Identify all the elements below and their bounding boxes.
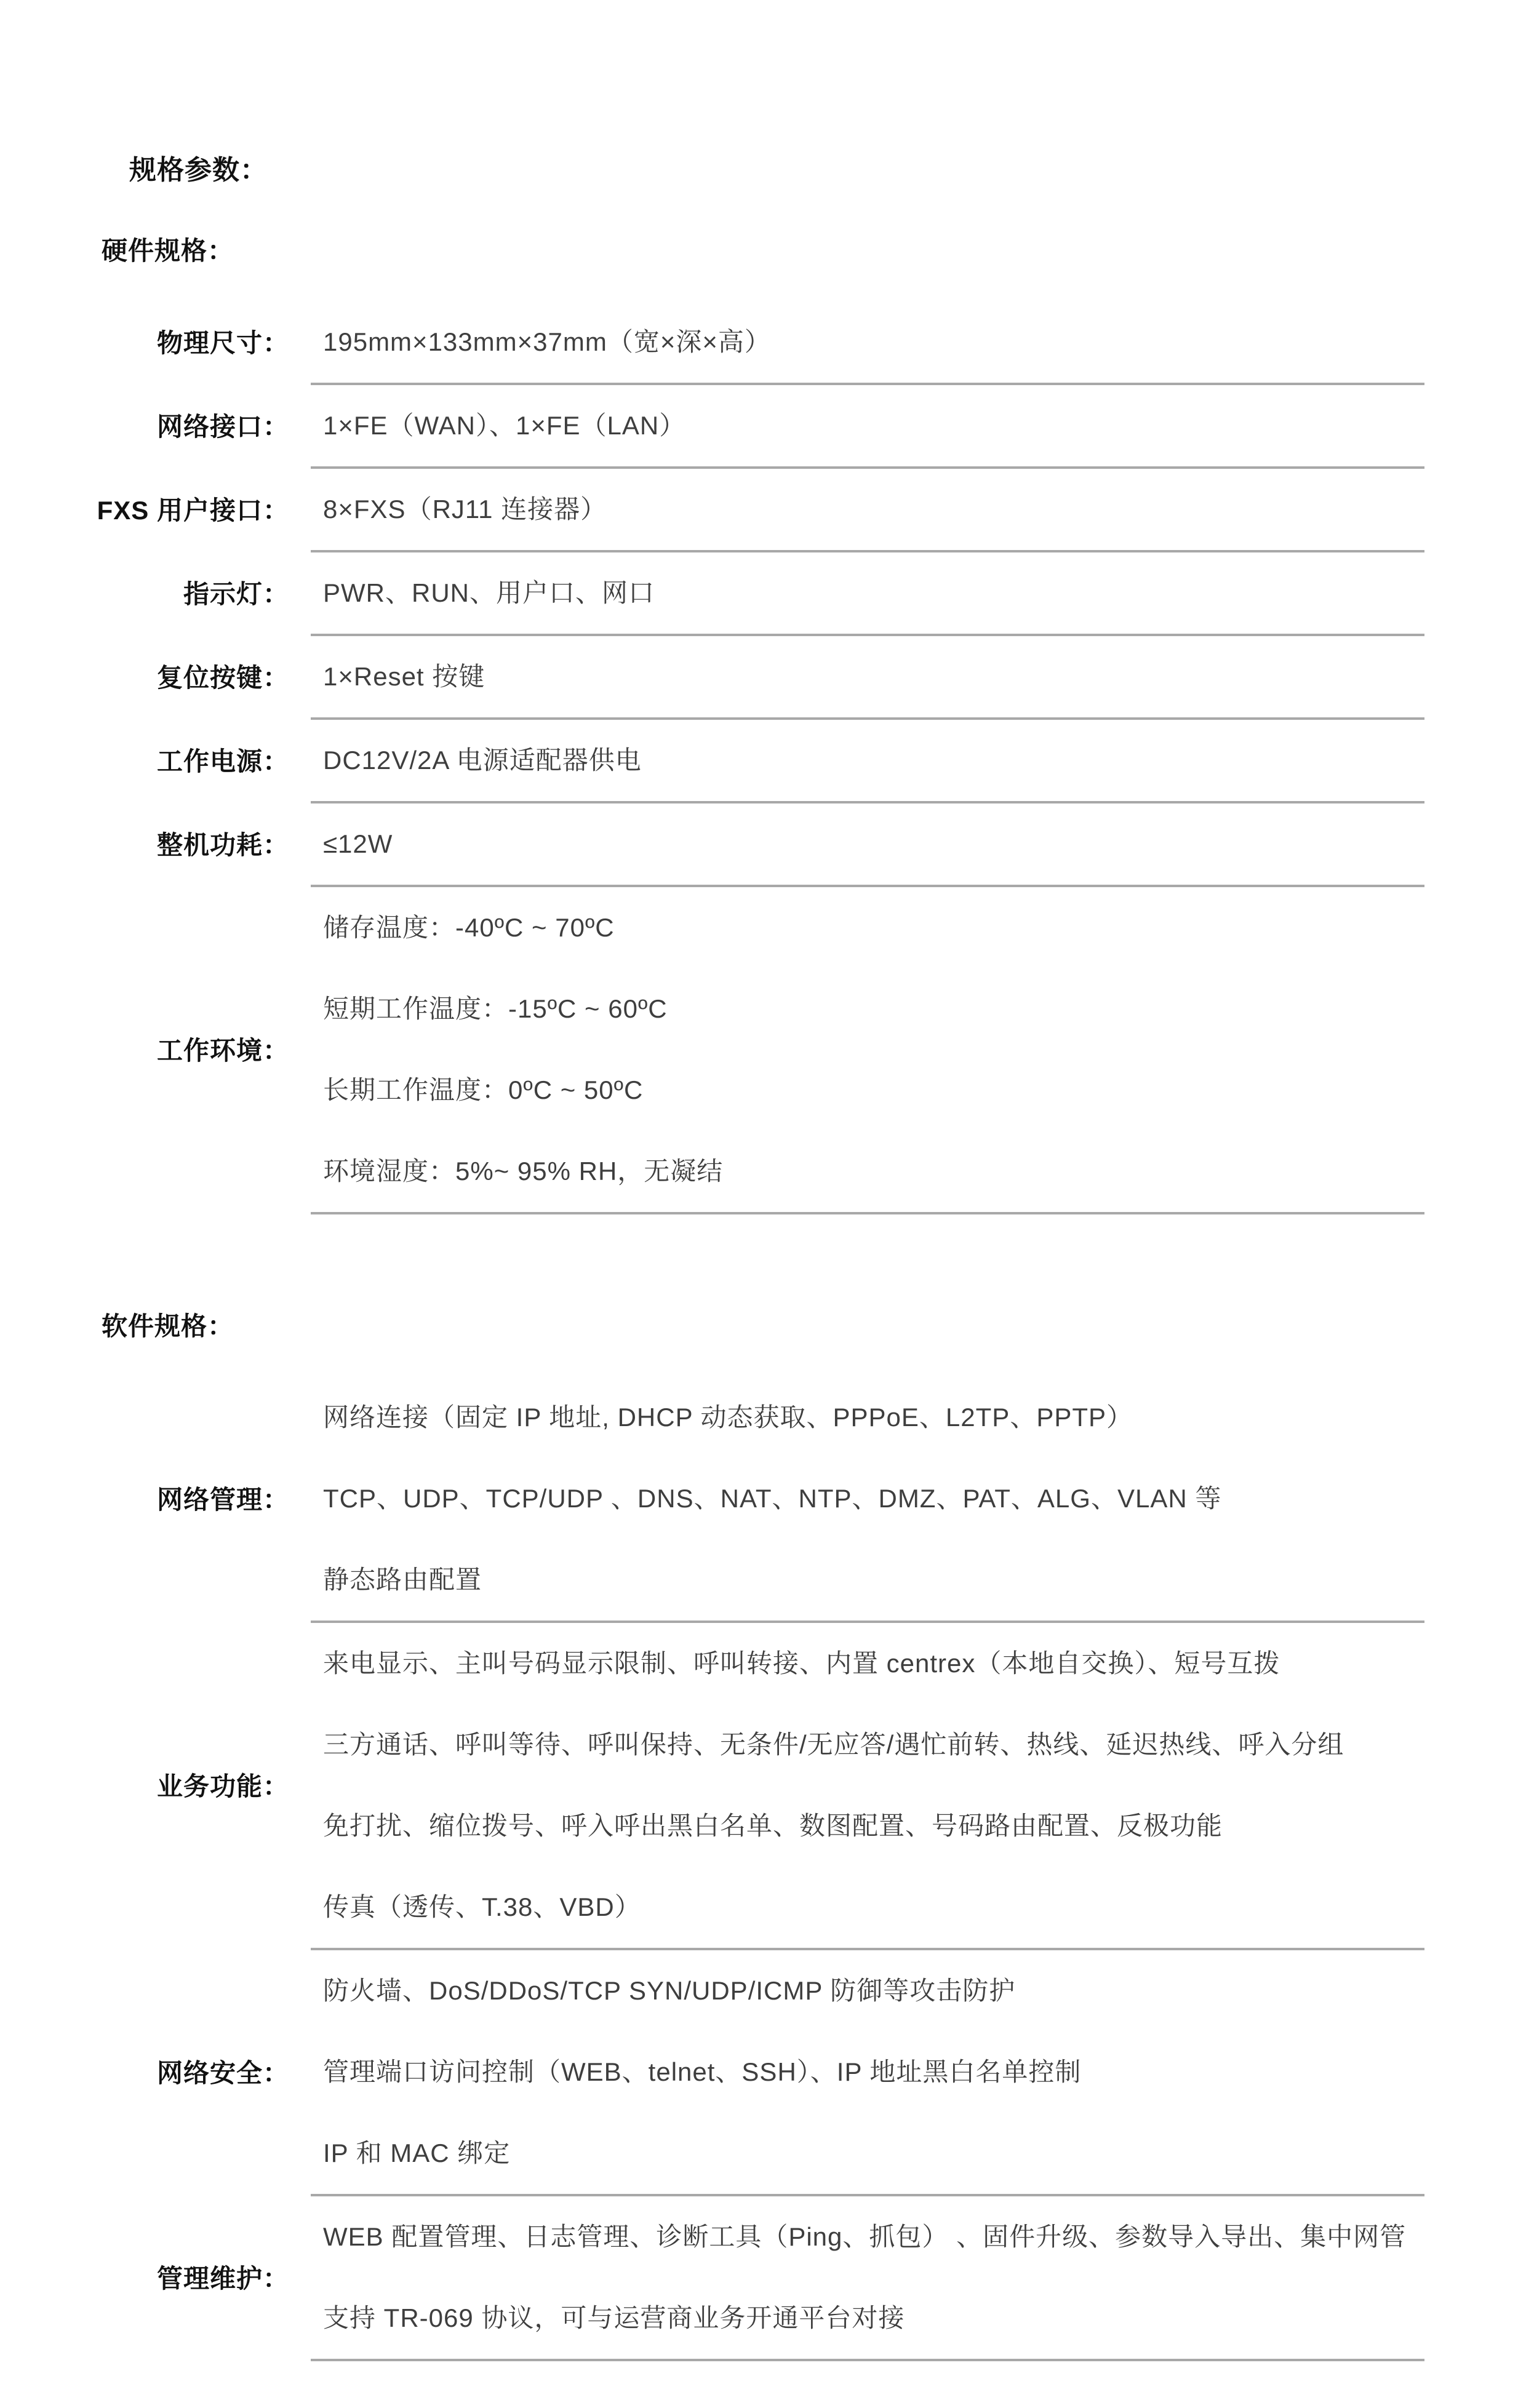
spec-value-line: DC12V/2A 电源适配器供电 [323,746,642,775]
spec-row-value [311,385,1424,469]
spec-row-value [311,720,1424,803]
spec-section [0,1313,1526,2361]
spec-row-label: 业务功能： [156,1772,289,1801]
spec-row-value [311,469,1424,552]
spec-value-line: IP 和 MAC 绑定 [323,2139,511,2167]
spec-sections [0,237,1526,2361]
page-title: 规格参数： [129,155,268,185]
spec-row [0,720,1526,803]
spec-value-line: 支持 TR-069 协议，可与运营商业务开通平台对接 [323,2303,905,2332]
spec-row [0,2196,1526,2361]
spec-row-label: 工作电源： [156,747,289,776]
spec-row [0,1377,1526,1623]
spec-value-line: 8×FXS（RJ11 连接器） [323,495,607,524]
spec-value-line: 储存温度：-40ºC ~ 70ºC [323,913,615,942]
spec-row-label: 复位按键： [156,663,289,692]
spec-value-line: 防火墙、DoS/DDoS/TCP SYN/UDP/ICMP 防御等攻击防护 [323,1976,1016,2005]
spec-row-value [311,1950,1424,2196]
spec-row-label: 管理维护： [156,2264,289,2293]
spec-row-value [311,552,1424,636]
spec-value-line: WEB 配置管理、日志管理、诊断工具（Ping、抓包） 、固件升级、参数导入导出、集中网管 [323,2222,1407,2251]
spec-row-label: 网络安全： [156,2059,289,2087]
spec-row-label: 整机功耗： [156,831,289,859]
spec-value-line: 来电显示、主叫号码显示限制、呼叫转接、内置 centrex（本地自交换）、短号互拨 [323,1649,1280,1678]
section-heading: 硬件规格： [102,236,234,265]
spec-row [0,887,1526,1214]
spec-value-line: 管理端口访问控制（WEB、telnet、SSH）、IP 地址黑白名单控制 [323,2057,1082,2086]
spec-value-line: PWR、RUN、用户口、网口 [323,578,655,607]
spec-value-line: 短期工作温度：-15ºC ~ 60ºC [323,994,668,1023]
spec-row [0,301,1526,385]
spec-value-line: 195mm×133mm×37mm（宽×深×高） [323,327,771,356]
spec-row-label: FXS 用户接口： [97,496,289,525]
spec-row-label: 网络接口： [156,412,289,441]
spec-row [0,1623,1526,1950]
spec-section [0,237,1526,1214]
spec-row-label: 指示灯： [183,580,289,608]
spec-row-value [311,636,1424,720]
spec-row-value [311,803,1424,887]
spec-value-line: 1×FE（WAN）、1×FE（LAN） [323,411,686,440]
spec-row-value [311,2196,1424,2361]
spec-value-line: 1×Reset 按键 [323,662,485,691]
spec-value-line: TCP、UDP、TCP/UDP 、DNS、NAT、NTP、DMZ、PAT、ALG、VLAN 等 [323,1484,1222,1513]
spec-row-value [311,1377,1424,1623]
spec-row [0,636,1526,720]
spec-row-value [311,1623,1424,1950]
spec-row [0,385,1526,469]
spec-row-label: 物理尺寸： [156,329,289,357]
spec-value-line: 环境湿度：5%~ 95% RH，无凝结 [323,1157,724,1186]
spec-value-line: 传真（透传、T.38、VBD） [323,1892,641,1921]
spec-row-value [311,887,1424,1214]
spec-value-line: 网络连接（固定 IP 地址, DHCP 动态获取、PPPoE、L2TP、PPTP） [323,1403,1133,1432]
spec-value-line: 长期工作温度：0ºC ~ 50ºC [323,1075,644,1104]
spec-value-line: ≤12W [323,829,393,858]
spec-row [0,469,1526,552]
section-rows [0,1377,1526,2361]
section-rows [0,301,1526,1214]
spec-row [0,1950,1526,2196]
spec-row-label: 网络管理： [156,1485,289,1514]
spec-row-label: 工作环境： [156,1036,289,1065]
spec-row [0,552,1526,636]
spec-value-line: 三方通话、呼叫等待、呼叫保持、无条件/无应答/遇忙前转、热线、延迟热线、呼入分组 [323,1730,1344,1759]
spec-row [0,803,1526,887]
section-heading: 软件规格： [102,1312,234,1341]
spec-value-line: 免打扰、缩位拨号、呼入呼出黑白名单、数图配置、号码路由配置、反极功能 [323,1811,1223,1840]
spec-row-value [311,301,1424,385]
spec-value-line: 静态路由配置 [323,1565,482,1594]
